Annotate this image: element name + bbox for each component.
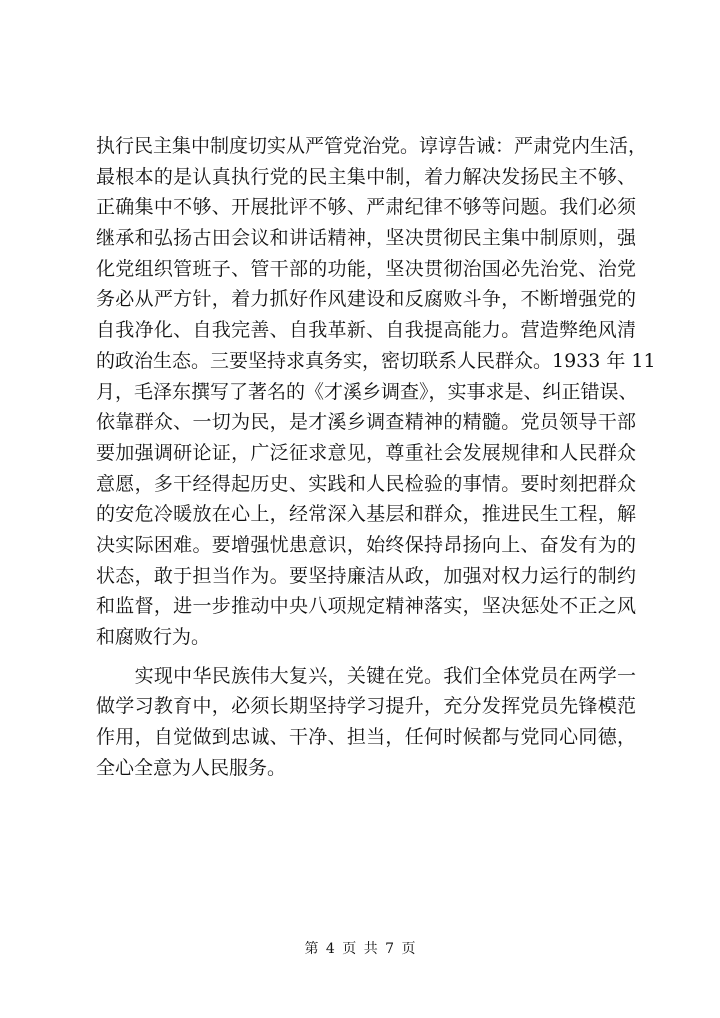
text-line: 自我净化、自我完善、自我革新、自我提高能力。营造弊绝风清 xyxy=(96,319,636,342)
paragraph-1 xyxy=(96,131,656,653)
text-line: 全心全意为人民服务。 xyxy=(96,756,287,779)
paragraph-spacer xyxy=(96,653,636,661)
text-line: 继承和弘扬古田会议和讲话精神，坚决贯彻民主集中制原则，强 xyxy=(96,227,636,250)
text-line: 化党组织管班子、管干部的功能，坚决贯彻治国必先治党、治党 xyxy=(96,257,636,280)
text-line: 和监督，进一步推动中央八项规定精神落实，坚决惩处不正之风 xyxy=(96,595,636,618)
text-line: 月，毛泽东撰写了著名的《才溪乡调查》，实事求是、纠正错误、 xyxy=(96,380,638,403)
text-line: 最根本的是认真执行党的民主集中制，着力解决发扬民主不够、 xyxy=(96,165,636,188)
document-body xyxy=(96,131,656,783)
text-line: 的安危冷暖放在心上，经常深入基层和群众，推进民生工程，解 xyxy=(96,503,636,526)
text-line: 和腐败行为。 xyxy=(96,626,211,648)
paragraph-2 xyxy=(96,661,636,784)
text-line: 决实际困难。要增强忧患意识，始终保持昂扬向上、奋发有为的 xyxy=(96,533,636,556)
text-line: 的政治生态。三要坚持求真务实，密切联系人民群众。1933 年 11 xyxy=(96,349,656,372)
text-line: 务必从严方针，着力抓好作风建设和反腐败斗争，不断增强党的 xyxy=(96,288,636,311)
text-line: 执行民主集中制度切实从严管党治党。谆谆告诫：严肃党内生活， xyxy=(96,135,648,157)
text-line: 状态，敢于担当作为。要坚持廉洁从政，加强对权力运行的制约 xyxy=(96,564,636,587)
text-line: 正确集中不够、开展批评不够、严肃纪律不够等问题。我们必须 xyxy=(96,196,636,219)
text-line: 实现中华民族伟大复兴，关键在党。我们全体党员在两学一 xyxy=(96,664,636,687)
text-line: 要加强调研论证，广泛征求意见，尊重社会发展规律和人民群众 xyxy=(96,441,636,464)
text-line: 做学习教育中，必须长期坚持学习提升，充分发挥党员先锋模范 xyxy=(96,695,636,718)
text-line: 作用，自觉做到忠诚、干净、担当，任何时候都与党同心同德， xyxy=(96,726,636,749)
page-number-footer: 第 4 页 共 7 页 xyxy=(304,941,416,957)
text-line: 意愿，多干经得起历史、实践和人民检验的事情。要时刻把群众 xyxy=(96,472,636,495)
text-line: 依靠群众、一切为民，是才溪乡调查精神的精髓。党员领导干部 xyxy=(96,411,636,434)
